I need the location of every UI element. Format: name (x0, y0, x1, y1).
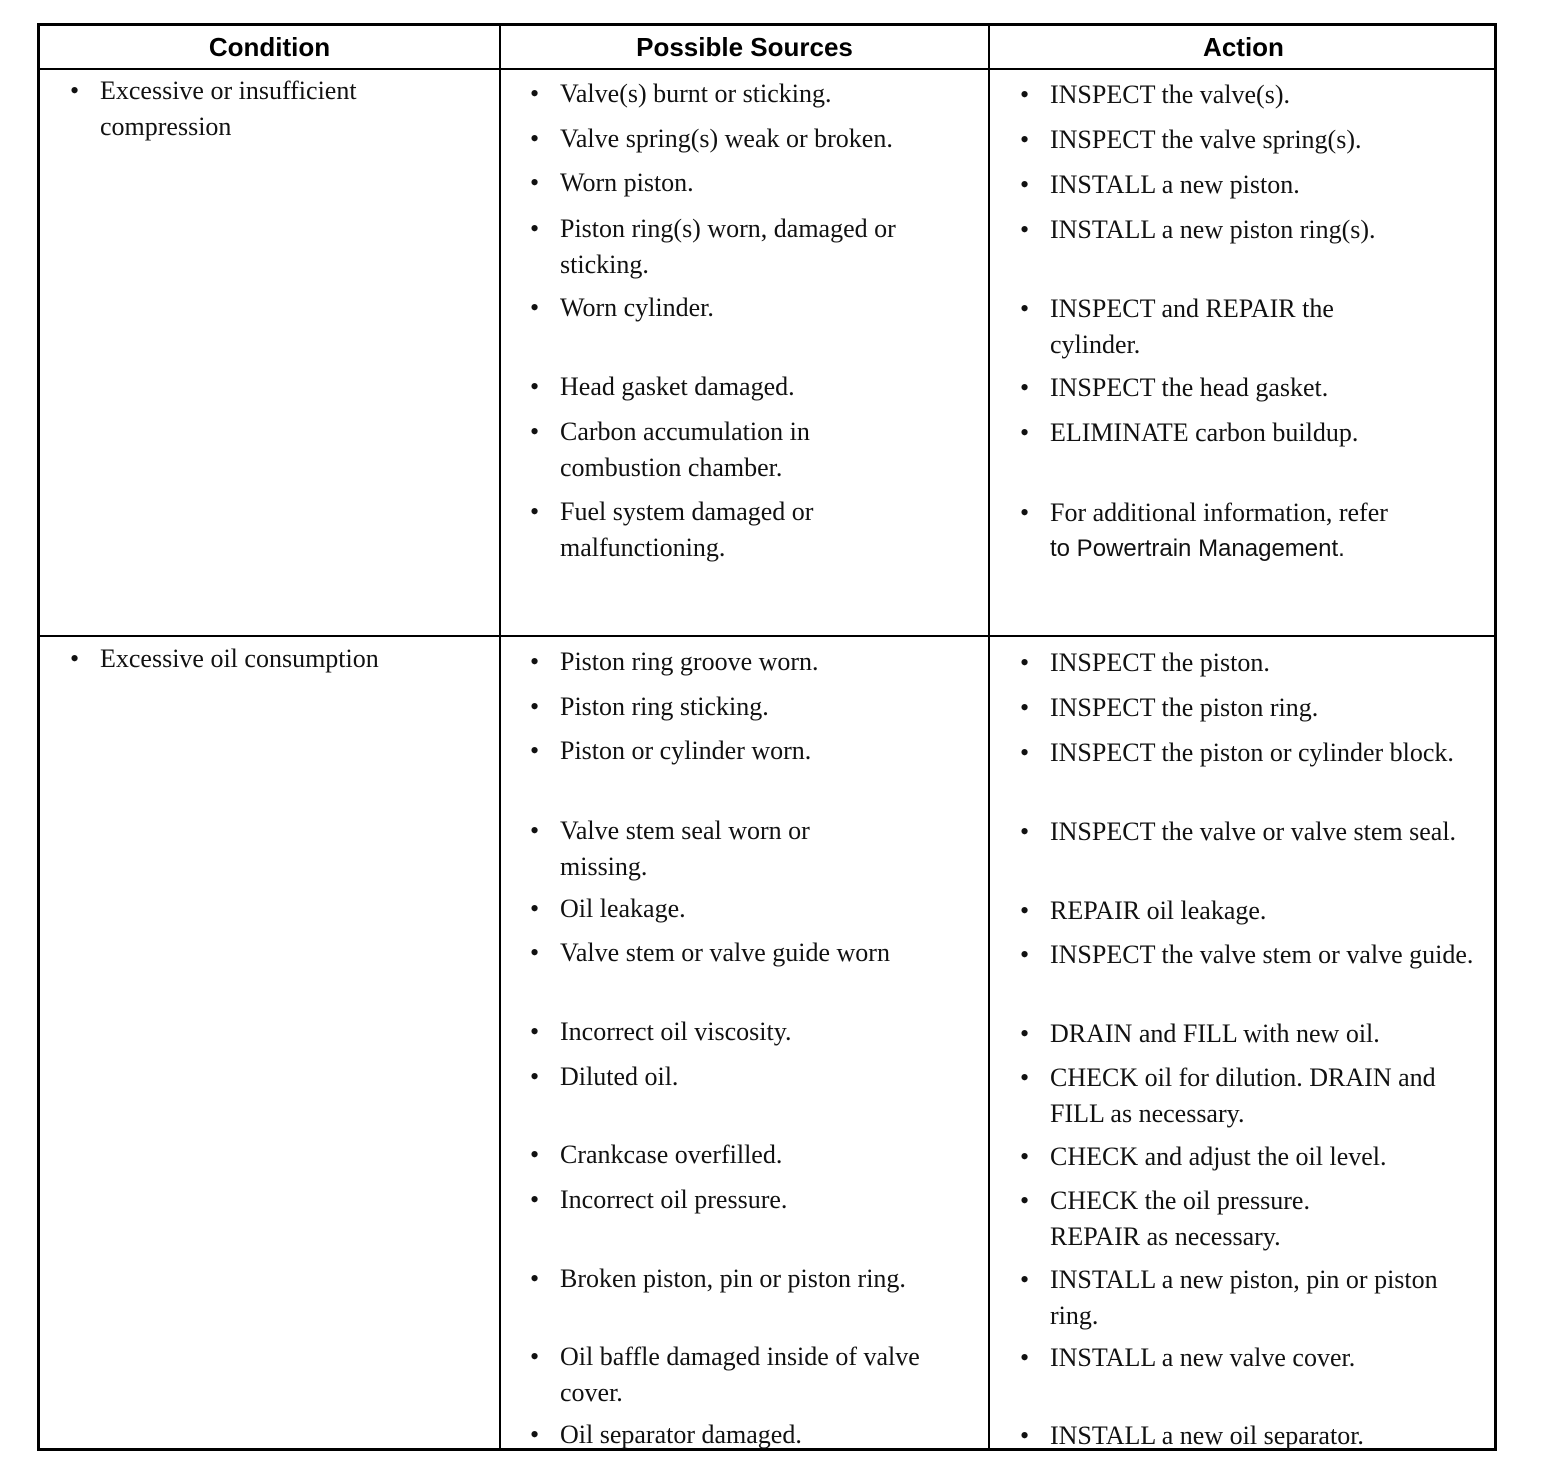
action-item: • DRAIN and FILL with new oil. (1020, 1019, 1380, 1048)
action-item: • INSPECT the valve stem or valve guide. (1020, 940, 1474, 969)
header-possible-sources: Possible Sources (636, 31, 853, 62)
action-item: • REPAIR oil leakage. (1020, 896, 1267, 925)
action-item: • INSTALL a new valve cover. (1020, 1343, 1356, 1372)
action-item: • ELIMINATE carbon buildup. (1020, 418, 1359, 447)
source-item: • Valve stem or valve guide worn (530, 938, 890, 967)
action-item: • INSPECT the piston. (1020, 648, 1270, 677)
source-item: • Piston ring(s) worn, damaged or sticking. (530, 214, 896, 279)
source-item: • Valve(s) burnt or sticking. (530, 79, 832, 108)
source-item: • Crankcase overfilled. (530, 1140, 783, 1169)
action-item: • INSPECT the valve(s). (1020, 80, 1290, 109)
source-item: • Oil separator damaged. (530, 1420, 802, 1449)
action-item: • INSPECT the valve spring(s). (1020, 125, 1362, 154)
action-item: • INSPECT and REPAIR the cylinder. (1020, 294, 1334, 359)
action-item: • For additional information, refer to Powertrain Management. (1020, 498, 1388, 562)
source-item: • Incorrect oil viscosity. (530, 1017, 792, 1046)
action-item: • INSTALL a new piston. (1020, 170, 1300, 199)
source-item: • Diluted oil. (530, 1062, 679, 1091)
action-item: • INSPECT the piston ring. (1020, 693, 1319, 722)
source-item: • Incorrect oil pressure. (530, 1185, 788, 1214)
action-item: • INSTALL a new piston, pin or piston ring. (1020, 1265, 1438, 1330)
source-item: • Oil baffle damaged inside of valve cover. (530, 1342, 920, 1407)
source-item: • Head gasket damaged. (530, 372, 795, 401)
source-item: • Carbon accumulation in combustion chamber. (530, 417, 810, 482)
source-item: • Worn cylinder. (530, 293, 714, 322)
action-item: • CHECK and adjust the oil level. (1020, 1142, 1387, 1171)
condition-item: • Excessive or insufficient compression (70, 73, 470, 145)
header-condition: Condition (208, 31, 331, 62)
action-item: • INSPECT the piston or cylinder block. (1020, 738, 1454, 767)
diagnosis-table (37, 23, 1497, 1451)
column-divider (988, 26, 990, 1448)
action-item: • CHECK the oil pressure. REPAIR as necessary. (1020, 1186, 1310, 1251)
source-item: • Oil leakage. (530, 894, 686, 923)
action-item: • INSPECT the head gasket. (1020, 373, 1329, 402)
bullet-icon: • (70, 644, 80, 673)
source-item: • Piston or cylinder worn. (530, 736, 812, 765)
source-item: • Piston ring groove worn. (530, 647, 819, 676)
bullet-icon: • (70, 76, 80, 105)
source-item: • Worn piston. (530, 168, 694, 197)
action-item: • CHECK oil for dilution. DRAIN and FILL as necessary. (1020, 1063, 1436, 1128)
action-item: • INSTALL a new piston ring(s). (1020, 215, 1376, 244)
source-item: • Valve spring(s) weak or broken. (530, 124, 893, 153)
row-divider (40, 635, 1494, 637)
header-divider (40, 68, 1494, 70)
source-item: • Fuel system damaged or malfunctioning. (530, 497, 814, 562)
source-item: • Piston ring sticking. (530, 692, 769, 721)
condition-item: • Excessive oil consumption (70, 641, 490, 677)
action-item: • INSTALL a new oil separator. (1020, 1421, 1364, 1450)
source-item: • Broken piston, pin or piston ring. (530, 1264, 906, 1293)
header-action: Action (1203, 31, 1284, 62)
action-item: • INSPECT the valve or valve stem seal. (1020, 817, 1457, 846)
column-divider (499, 26, 501, 1448)
source-item: • Valve stem seal worn or missing. (530, 816, 810, 881)
